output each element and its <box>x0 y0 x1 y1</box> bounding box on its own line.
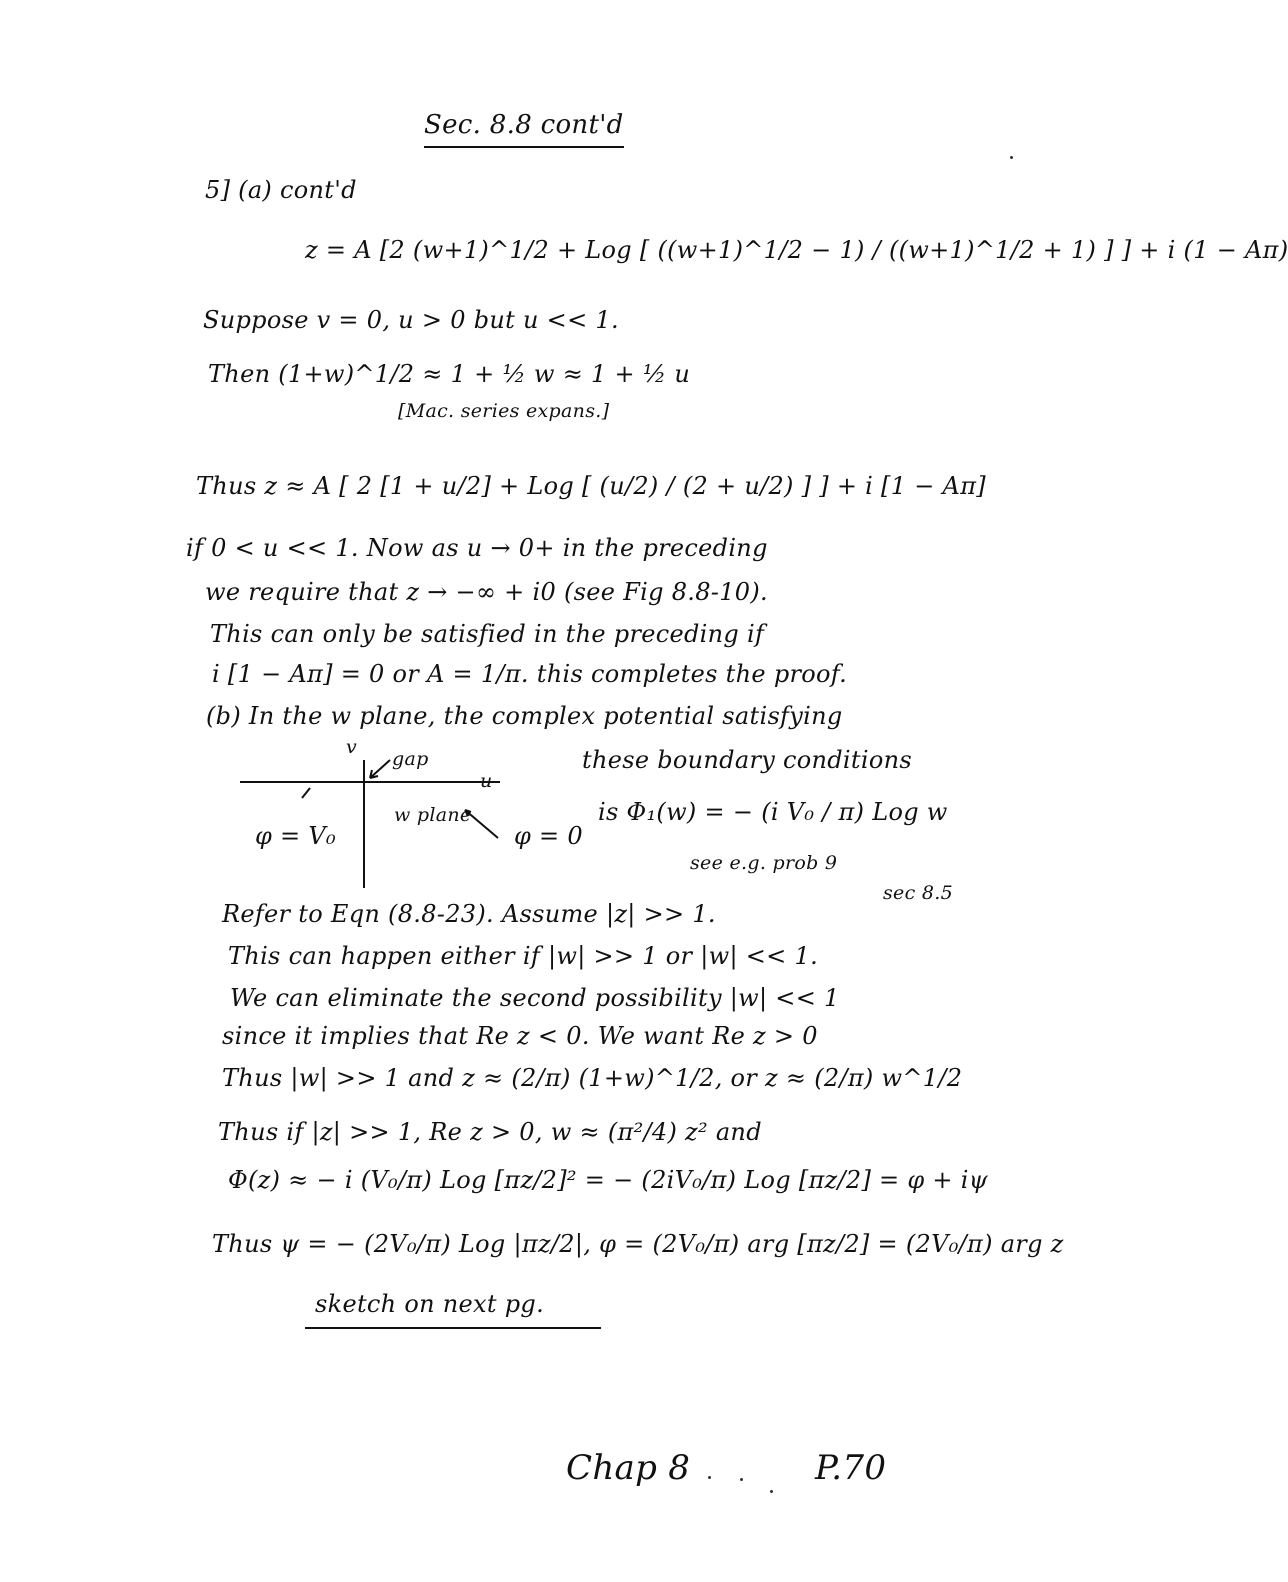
page-number: P.70 <box>815 1448 887 1488</box>
equation-phi-z: Φ(z) ≈ − i (V₀/π) Log [πz/2]² = − (2iV₀/π) Log [πz/2] = φ + iψ <box>228 1166 988 1194</box>
note-line: if 0 < u << 1. Now as u → 0+ in the preceding <box>186 534 768 562</box>
speck <box>1010 156 1013 159</box>
note-line: We can eliminate the second possibility |w| << 1 <box>230 984 840 1012</box>
note-line: Suppose v = 0, u > 0 but u << 1. <box>203 306 619 334</box>
speck <box>740 1478 743 1481</box>
right-boundary-value: φ = 0 <box>514 822 583 850</box>
note-line: these boundary conditions <box>582 746 912 774</box>
note-line: Thus if |z| >> 1, Re z > 0, w ≈ (π²/4) z² and <box>218 1118 762 1146</box>
equation-psi-phi: Thus ψ = − (2V₀/π) Log |πz/2|, φ = (2V₀/π) arg [πz/2] = (2V₀/π) arg z <box>212 1230 1064 1258</box>
note-line: This can happen either if |w| >> 1 or |w| << 1. <box>228 942 819 970</box>
part-b-label: (b) In the w plane, the complex potential satisfying <box>206 702 843 730</box>
note-line: This can only be satisfied in the preceding if <box>210 620 765 648</box>
speck <box>770 1490 773 1493</box>
note-line: Then (1+w)^1/2 ≈ 1 + ½ w ≈ 1 + ½ u <box>208 360 691 388</box>
page-title: Sec. 8.8 cont'd <box>424 110 624 148</box>
note-line: [Mac. series expans.] <box>398 400 610 422</box>
equation-z-approx: Thus z ≈ A [ 2 [1 + u/2] + Log [ (u/2) / (2 + u/2) ] ] + i [1 − Aπ] <box>196 472 986 500</box>
note-line: Thus |w| >> 1 and z ≈ (2/π) (1+w)^1/2, or z ≈ (2/π) w^1/2 <box>222 1064 963 1092</box>
closing-underline <box>305 1327 601 1329</box>
note-line: sec 8.5 <box>883 882 953 904</box>
speck <box>708 1476 711 1479</box>
chapter-label: Chap 8 <box>566 1448 691 1488</box>
note-line: we require that z → −∞ + i0 (see Fig 8.8-10). <box>205 578 768 606</box>
w-plane-label: w plane <box>394 804 472 826</box>
closing-note: sketch on next pg. <box>315 1290 544 1318</box>
u-axis-label: u <box>480 770 493 792</box>
note-line: i [1 − Aπ] = 0 or A = 1/π. this completes the proof. <box>212 660 848 688</box>
left-boundary-value: φ = V₀ <box>255 822 336 850</box>
note-line: Refer to Eqn (8.8-23). Assume |z| >> 1. <box>222 900 716 928</box>
gap-label: gap <box>392 748 429 770</box>
note-line: since it implies that Re z < 0. We want Re z > 0 <box>222 1022 818 1050</box>
equation-z: z = A [2 (w+1)^1/2 + Log [ ((w+1)^1/2 − 1) / ((w+1)^1/2 + 1) ] ] + i (1 − Aπ) <box>305 236 1288 264</box>
problem-label: 5] (a) cont'd <box>205 176 357 204</box>
note-line: see e.g. prob 9 <box>690 852 838 874</box>
v-axis-label: v <box>346 736 358 758</box>
equation-phi1: is Φ₁(w) = − (i V₀ / π) Log w <box>598 798 948 826</box>
